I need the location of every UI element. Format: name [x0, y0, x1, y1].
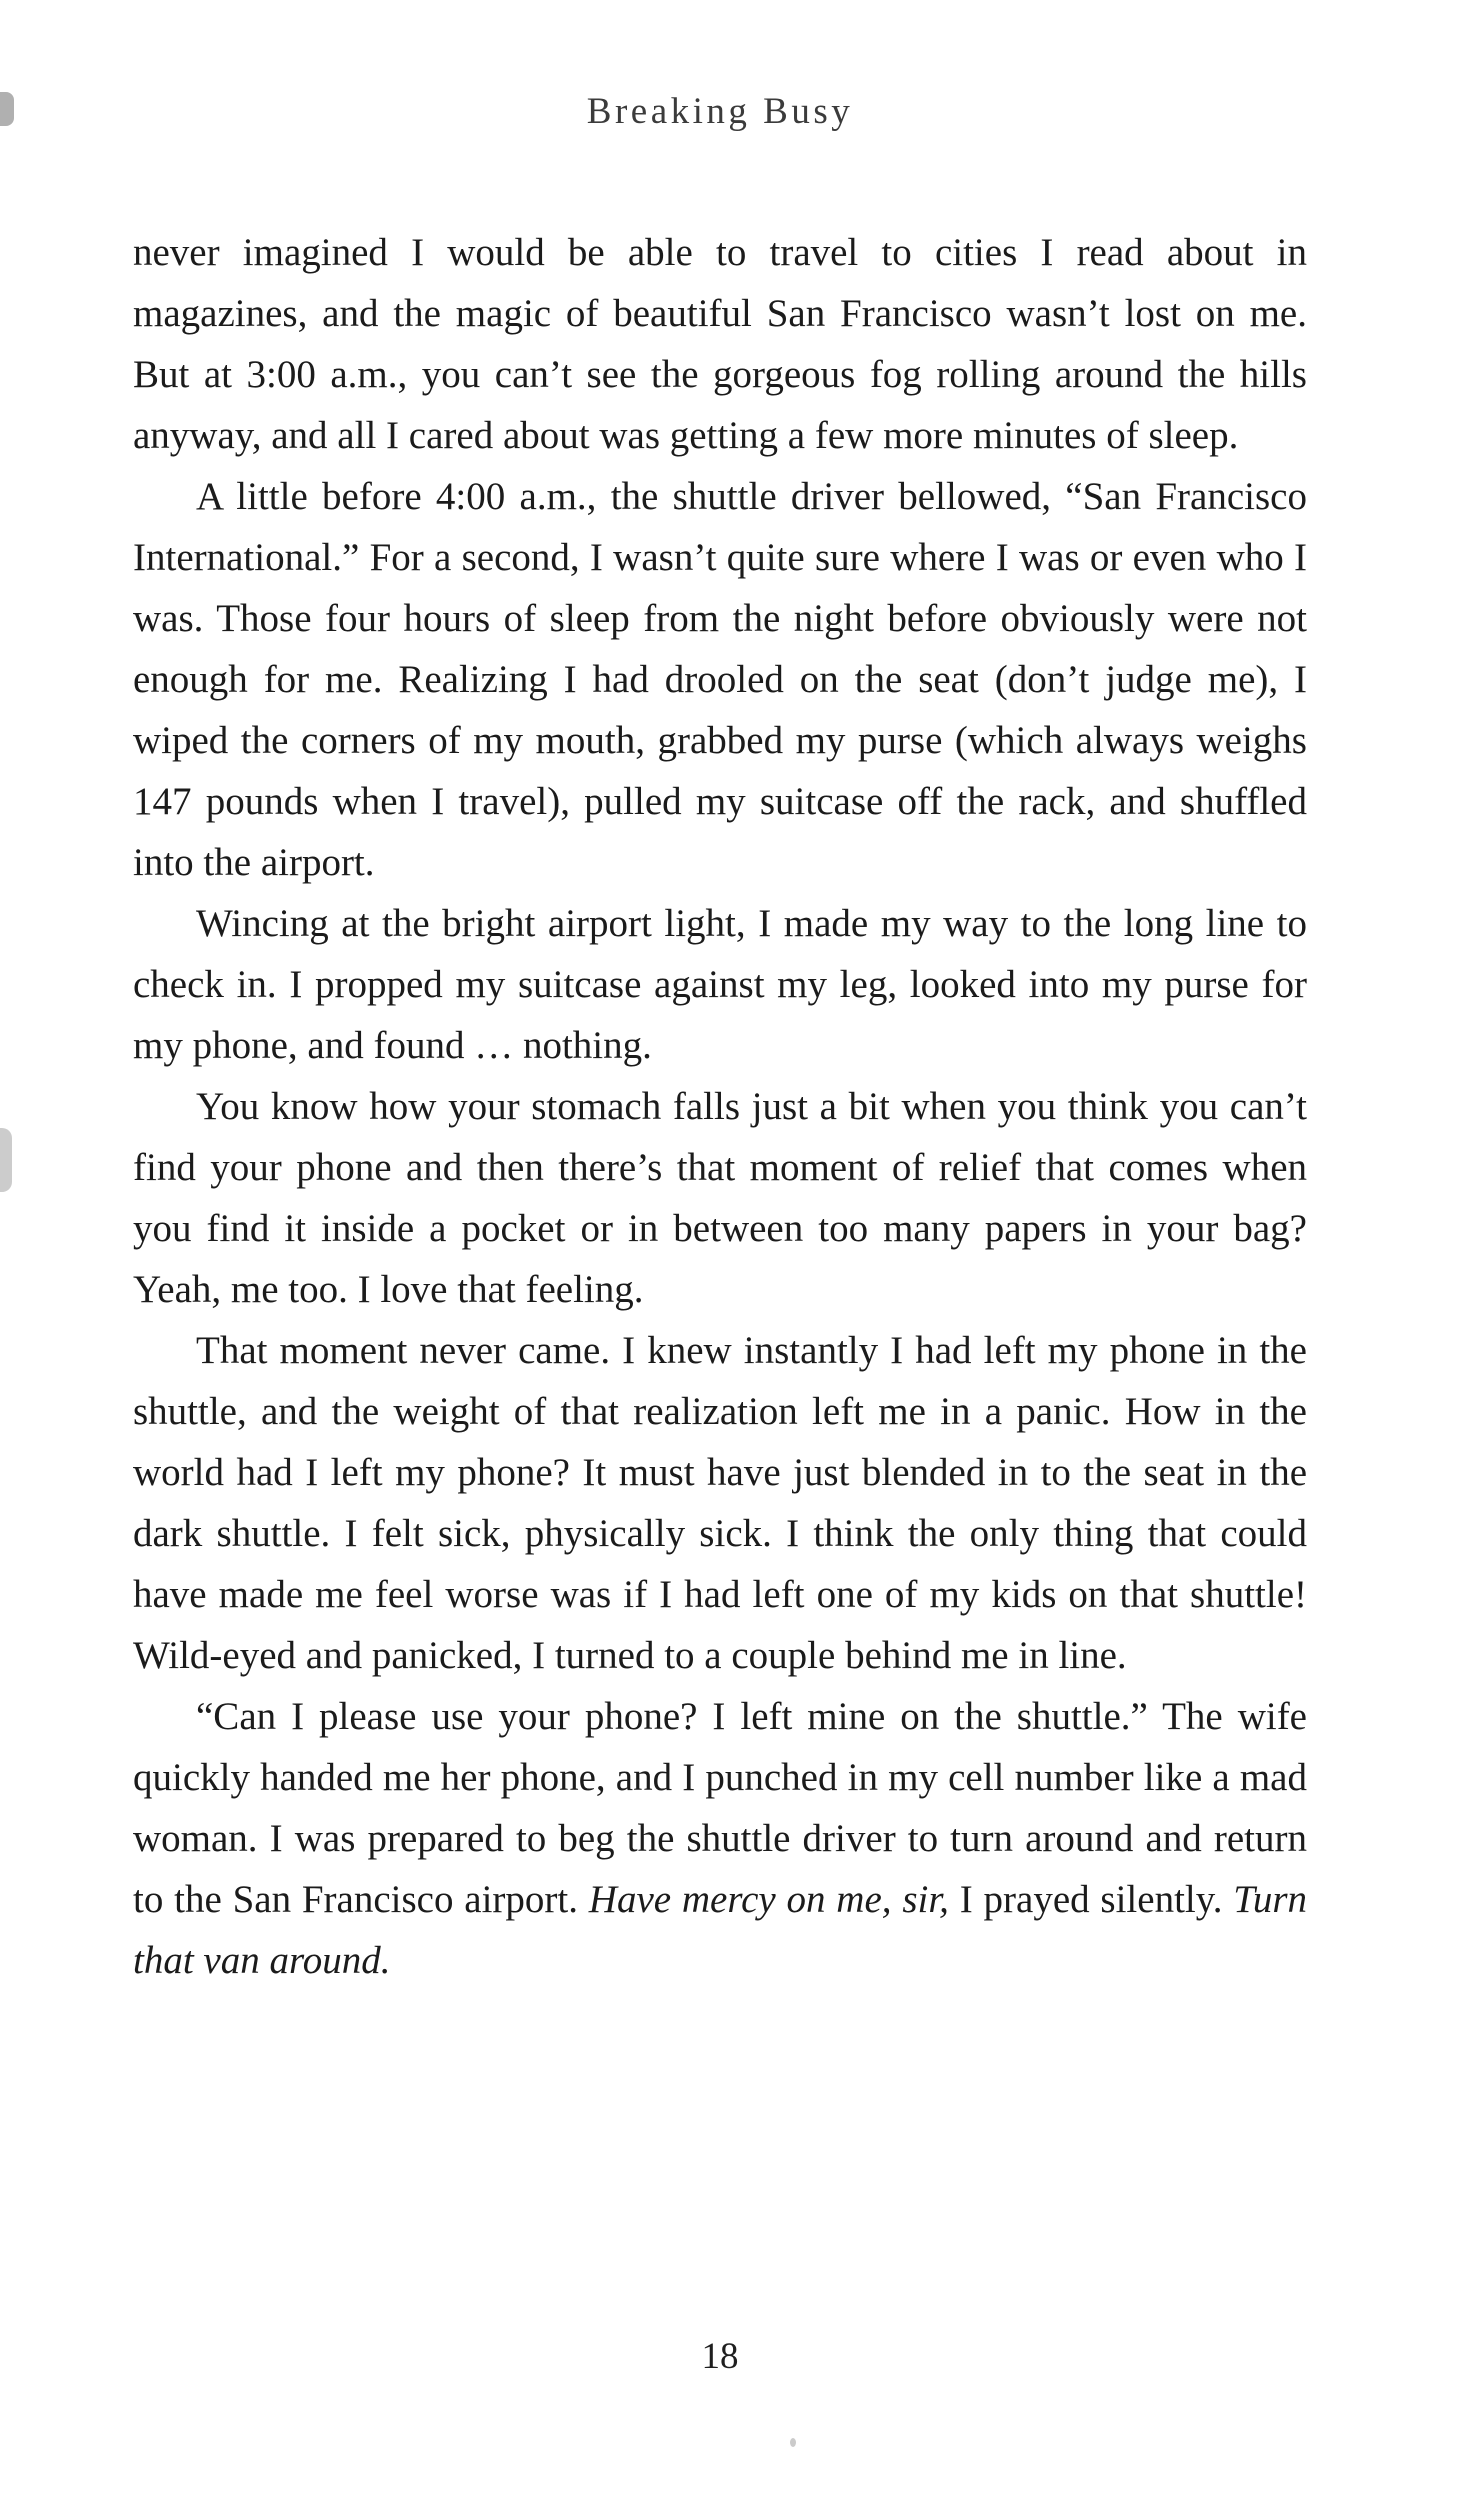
text-run: That moment never came. I knew instantly I had left my phone in the shuttle, and the weight of that realization left me in a panic. How in the world had I left my phone? It must have just blended in to the seat in the dark shuttle. I felt sick, physically sick. I think the only thing that could have made me feel worse was if I had left one of my kids on that shuttle! Wild-eyed and panicked, I turned to a couple behind me in line. [133, 1329, 1307, 1677]
scan-artifact-edge-middle [0, 1128, 12, 1192]
text-run: “Can I please use your phone? I left mine on the shuttle.” The wife quickly handed me her phone, and I punched in my cell number like a mad woman. I was prepared to beg the shuttle driver to turn around and return to the San Francisco airport. [133, 1695, 1307, 1921]
text-run: never imagined I would be able to travel to cities I read about in magazines, and the magic of beautiful San Francisco wasn’t lost on me. But at 3:00 a.m., you can’t see the gorgeous fog rolling around the hills anyway, and all I cared about was getting a few more minutes of sleep. [133, 231, 1307, 457]
paragraph [133, 893, 1307, 1076]
italic-text-run: Turn that van around. [133, 1878, 1307, 1982]
paragraph [133, 1076, 1307, 1320]
italic-text-run: Have mercy on me, sir, [588, 1878, 949, 1921]
running-head: Breaking Busy [586, 91, 854, 132]
text-run: Wincing at the bright airport light, I made my way to the long line to check in. I propped my suitcase against my leg, looked into my purse for my phone, and found … nothing. [133, 902, 1307, 1067]
text-block [133, 0, 1307, 1991]
paragraph [133, 1686, 1307, 1991]
page-number: 18 [701, 2336, 739, 2377]
text-run: A little before 4:00 a.m., the shuttle driver bellowed, “San Francisco International.” For a second, I wasn’t quite sure where I was or even who I was. Those four hours of sleep from the night before obviously were not enough for me. Realizing I had drooled on the seat (don’t judge me), I wiped the corners of my mouth, grabbed my purse (which always weighs 147 pounds when I travel), pulled my suitcase off the rack, and shuffled into the airport. [133, 475, 1307, 884]
scan-artifact-edge-top [0, 92, 14, 126]
paragraph [133, 466, 1307, 893]
body-text [133, 222, 1307, 1991]
text-run: I prayed silently. [948, 1878, 1234, 1921]
paragraph [133, 1320, 1307, 1686]
text-run: You know how your stomach falls just a bit when you think you can’t find your phone and then there’s that moment of relief that comes when you find it inside a pocket or in between too many papers in your bag? Yeah, me too. I love that feeling. [133, 1085, 1307, 1311]
scan-artifact-speck [790, 2438, 796, 2447]
paragraph [133, 222, 1307, 466]
